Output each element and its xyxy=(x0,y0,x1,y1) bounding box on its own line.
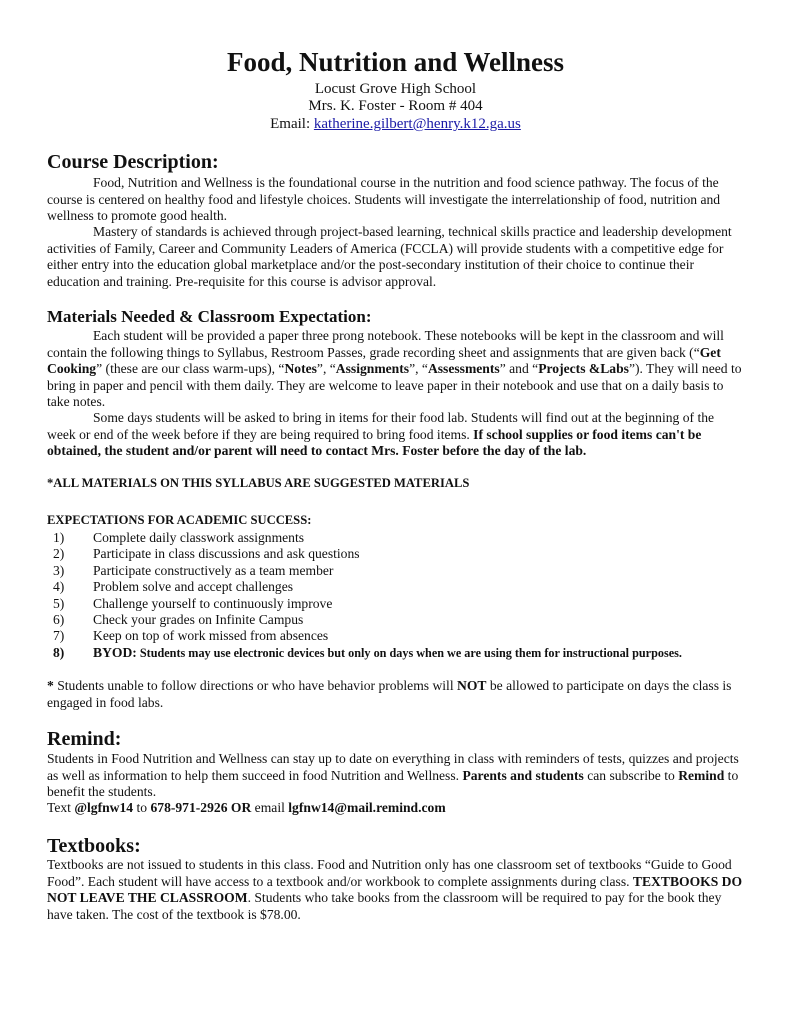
list-item: 7) Keep on top of work missed from absences xyxy=(53,628,329,644)
email-label: Email: xyxy=(270,116,314,132)
list-item: 4) Problem solve and accept challenges xyxy=(53,579,294,595)
food-lab-behavior-note: * Students unable to follow directions or who have behavior problems will NOT be allowed to participate on days the class is engaged in food labs. xyxy=(47,678,732,710)
list-item: 1) Complete daily classwork assignments xyxy=(53,530,305,545)
remind-subscribe-line: Text @lgfnw14 to 678-971-2926 OR email lgfnw14@mail.remind.com xyxy=(47,800,446,815)
course-description-p1: Food, Nutrition and Wellness is the foundational course in the nutrition and food science pathway. The focus of the course is centered on healthy food and lifestyle choices. Students will investigate the interrelationship of food, nutrition and wellness to promote good health. xyxy=(47,175,721,223)
teacher-room: Mrs. K. Foster - Room # 404 xyxy=(308,98,483,114)
list-item: 5) Challenge yourself to continuously improve xyxy=(53,595,333,611)
materials-heading: Materials Needed & Classroom Expectation: xyxy=(47,307,372,326)
materials-p2: Some days students will be asked to bring in items for their food lab. Students will find out at the beginning of the week or end of the week before if they are being required to bring food items. If school supplies or food items can't be obtained, the student and/or parent will need to contact Mrs. Foster before the day of the lab. xyxy=(47,410,715,458)
expectations-heading: EXPECTATIONS FOR ACADEMIC SUCCESS: xyxy=(47,513,312,527)
list-item: 6) Check your grades on Infinite Campus xyxy=(53,611,304,627)
textbooks-paragraph: Textbooks are not issued to students in this class. Food and Nutrition only has one classroom set of textbooks “Guide to Good Food”. Each student will have access to a textbook and/or workbook to complete assignments during class. TEXTBOOKS DO NOT LEAVE THE CLASSROOM. Students who take books from the classroom will be required to pay for the book they have taken. The cost of the textbook is $78.00. xyxy=(47,857,743,922)
teacher-email-link[interactable]: katherine.gilbert@henry.k12.ga.us xyxy=(313,116,521,132)
school-name: Locust Grove High School xyxy=(314,81,477,97)
remind-email: lgfnw14@mail.remind.com xyxy=(288,800,446,815)
course-description-heading: Course Description: xyxy=(47,151,219,173)
list-item: 2) Participate in class discussions and ask questions xyxy=(53,546,360,562)
email-line xyxy=(0,116,791,133)
page-title: Food, Nutrition and Wellness xyxy=(226,47,565,77)
remind-paragraph: Students in Food Nutrition and Wellness can stay up to date on everything in class with reminders of tests, quizzes and projects as well as information to help them succeed in food Nutrition and Wellness. Parents and students can subscribe to Remind to benefit the students. xyxy=(47,751,739,799)
course-description-p2: Mastery of standards is achieved through project-based learning, technical skills practice and leadership development activities of Family, Career and Community Leaders of America (FCCLA) will provide students with a competitive edge for either entry into the education global marketplace and/or the post-secondary institution of their choice to continue their education and training. Pre-requisite for this course is advisor approval. xyxy=(47,224,732,289)
list-item: 3) Participate constructively as a team member xyxy=(53,562,334,578)
suggested-materials-note: *ALL MATERIALS ON THIS SYLLABUS ARE SUGGESTED MATERIALS xyxy=(47,476,470,490)
remind-heading: Remind: xyxy=(47,728,122,750)
expectations-list xyxy=(47,530,747,661)
textbooks-heading: Textbooks: xyxy=(47,835,141,857)
list-item-byod: 8) BYOD: Students may use electronic devices but only on days when we are using them for instructional purposes. xyxy=(53,644,682,660)
materials-p1: Each student will be provided a paper three prong notebook. These notebooks will be kept in the classroom and will contain the following things to Syllabus, Restroom Passes, grade recording sheet and assignments that are given back (“Get Cooking” (these are our class warm-ups), “Notes”, “Assignments”, “Assessments” and “Projects &Labs”). They will need to bring in paper and pencil with them daily. They are welcome to leave paper in their notebook and use that on a daily basis to take notes. xyxy=(47,328,742,409)
